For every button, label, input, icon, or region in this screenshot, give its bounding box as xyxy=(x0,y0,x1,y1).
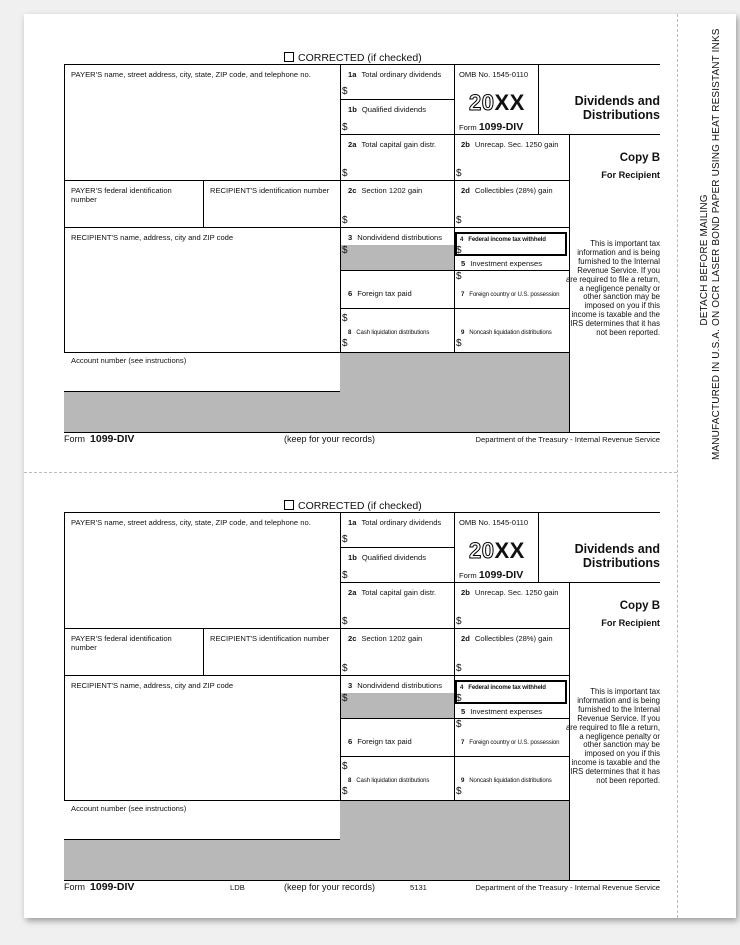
tax-year-prefix: 20 xyxy=(469,538,495,563)
dollar-sign: $ xyxy=(456,616,462,627)
box-8-number: 8 xyxy=(348,329,352,336)
dollar-sign: $ xyxy=(342,313,348,324)
keep-for-records: (keep for your records) xyxy=(284,434,376,444)
box-2d-number: 2d xyxy=(461,186,470,195)
box-1b-number: 1b xyxy=(348,105,357,114)
box-4-label: Federal income tax withheld xyxy=(468,236,546,243)
form-title: Dividends and Distributions xyxy=(574,542,660,570)
payer-name-label: PAYER'S name, street address, city, state, ZIP code, and telephone no. xyxy=(71,518,311,527)
payer-name-label: PAYER'S name, street address, city, state, ZIP code, and telephone no. xyxy=(71,70,311,79)
corrected-checkbox-row[interactable] xyxy=(284,52,422,64)
department-label: Department of the Treasury - Internal Revenue Service xyxy=(475,883,660,892)
box-3-label: Nondividend distributions xyxy=(357,233,443,242)
box-2a-number: 2a xyxy=(348,588,357,597)
dollar-sign: $ xyxy=(456,245,462,256)
dollar-sign: $ xyxy=(342,616,348,627)
dollar-sign: $ xyxy=(342,86,348,97)
box-2b-number: 2b xyxy=(461,140,470,149)
form-word: Form xyxy=(459,123,477,132)
dollar-sign: $ xyxy=(456,786,462,797)
box-7-label: Foreign country or U.S. possession xyxy=(469,291,560,298)
form-word: Form xyxy=(459,571,477,580)
dollar-sign: $ xyxy=(342,338,348,349)
dollar-sign: $ xyxy=(342,663,348,674)
box-2c-label: Section 1202 gain xyxy=(361,186,423,195)
corrected-checkbox[interactable] xyxy=(284,500,294,510)
box-8-label: Cash liquidation distributions xyxy=(356,777,430,784)
box-1a-number: 1a xyxy=(348,518,357,527)
box-3-number: 3 xyxy=(348,233,353,242)
form-number: 1099-DIV xyxy=(478,121,524,133)
payer-tin-label: PAYER'S federal identification number xyxy=(71,634,172,652)
box-4-number: 4 xyxy=(460,236,464,243)
box-1a-number: 1a xyxy=(348,70,357,79)
box-4-number: 4 xyxy=(460,684,464,691)
corrected-checkbox-row[interactable] xyxy=(284,500,422,512)
copy-b-label: Copy B xyxy=(619,152,660,164)
tax-year xyxy=(469,91,525,115)
corrected-label: CORRECTED (if checked) xyxy=(298,52,422,64)
box-2d-number: 2d xyxy=(461,634,470,643)
for-recipient-label: For Recipient xyxy=(601,170,660,180)
box-2c-label: Section 1202 gain xyxy=(361,634,423,643)
box-3-label: Nondividend distributions xyxy=(357,681,443,690)
dollar-sign: $ xyxy=(456,215,462,226)
tax-year xyxy=(469,539,525,563)
box-8-number: 8 xyxy=(348,777,352,784)
form-number: 1099-DIV xyxy=(478,569,524,581)
manufactured-text: MANUFACTURED IN U.S.A. ON OCR LASER BOND PAPER USING HEAT RESISTANT INKS xyxy=(711,28,722,460)
box-2b-number: 2b xyxy=(461,588,470,597)
vertical-perforation xyxy=(677,14,678,918)
dollar-sign: $ xyxy=(342,693,348,704)
box-6-label: Foreign tax paid xyxy=(357,737,412,746)
irs-notice: This is important tax information and is being furnished to the Internal Revenue Service. If you are required to file a return, a negligence penalty or other sanction may be imposed on you if this income is taxable and the IRS determines that it has not been reported. xyxy=(565,687,660,786)
form-1099-div-bottom xyxy=(64,500,660,902)
box-1b-number: 1b xyxy=(348,553,357,562)
box-1a-label: Total ordinary dividends xyxy=(361,70,442,79)
department-label: Department of the Treasury - Internal Revenue Service xyxy=(475,435,660,444)
box-6-number: 6 xyxy=(348,289,353,298)
box-4-label: Federal income tax withheld xyxy=(468,684,546,691)
dollar-sign: $ xyxy=(342,761,348,772)
account-number-label: Account number (see instructions) xyxy=(71,804,187,813)
box-9-number: 9 xyxy=(461,329,465,336)
box-1b-label: Qualified dividends xyxy=(361,553,427,562)
dollar-sign: $ xyxy=(342,215,348,226)
omb-number: OMB No. 1545-0110 xyxy=(459,518,529,527)
recipient-name-label: RECIPIENT'S name, address, city and ZIP code xyxy=(71,233,234,242)
tax-year-prefix: 20 xyxy=(469,90,495,115)
dollar-sign: $ xyxy=(456,271,462,282)
box-2c-number: 2c xyxy=(348,634,357,643)
box-3-number: 3 xyxy=(348,681,353,690)
tax-year-suffix: XX xyxy=(494,90,525,115)
recipient-name-label: RECIPIENT'S name, address, city and ZIP code xyxy=(71,681,234,690)
dollar-sign: $ xyxy=(342,786,348,797)
detach-text: DETACH BEFORE MAILING xyxy=(699,194,710,326)
form-sheet xyxy=(24,14,736,918)
box-2a-number: 2a xyxy=(348,140,357,149)
recipient-tin-label: RECIPIENT'S identification number xyxy=(210,186,330,195)
for-recipient-label: For Recipient xyxy=(601,618,660,628)
footer-form-word: Form xyxy=(64,434,85,444)
horizontal-perforation xyxy=(24,472,677,473)
box-7-number: 7 xyxy=(461,291,465,298)
box-5-label: Investment expenses xyxy=(470,707,542,716)
box-1b-label: Qualified dividends xyxy=(361,105,427,114)
footer-form-word: Form xyxy=(64,882,85,892)
dollar-sign: $ xyxy=(342,168,348,179)
recipient-tin-label: RECIPIENT'S identification number xyxy=(210,634,330,643)
form-code-left: LDB xyxy=(230,883,245,892)
omb-number: OMB No. 1545-0110 xyxy=(459,70,529,79)
tax-year-suffix: XX xyxy=(494,538,525,563)
form-1099-div-top xyxy=(64,52,660,454)
account-number-label: Account number (see instructions) xyxy=(71,356,187,365)
box-5-number: 5 xyxy=(461,707,466,716)
box-9-label: Noncash liquidation distributions xyxy=(469,329,552,336)
corrected-label: CORRECTED (if checked) xyxy=(298,500,422,512)
dollar-sign: $ xyxy=(342,570,348,581)
box-1a-label: Total ordinary dividends xyxy=(361,518,442,527)
box-6-label: Foreign tax paid xyxy=(357,289,412,298)
footer-form-number: 1099-DIV xyxy=(90,433,135,445)
dollar-sign: $ xyxy=(456,168,462,179)
box-5-label: Investment expenses xyxy=(470,259,542,268)
box-2d-label: Collectibles (28%) gain xyxy=(474,634,553,643)
copy-b-label: Copy B xyxy=(619,600,660,612)
dollar-sign: $ xyxy=(342,245,348,256)
dollar-sign: $ xyxy=(456,693,462,704)
box-5-number: 5 xyxy=(461,259,466,268)
dollar-sign: $ xyxy=(456,663,462,674)
box-2b-label: Unrecap. Sec. 1250 gain xyxy=(474,140,559,149)
irs-notice: This is important tax information and is being furnished to the Internal Revenue Service. If you are required to file a return, a negligence penalty or other sanction may be imposed on you if this income is taxable and the IRS determines that it has not been reported. xyxy=(565,239,660,338)
form-code-right: 5131 xyxy=(410,883,427,892)
box-2c-number: 2c xyxy=(348,186,357,195)
box-6-number: 6 xyxy=(348,737,353,746)
dollar-sign: $ xyxy=(342,534,348,545)
box-2a-label: Total capital gain distr. xyxy=(361,140,437,149)
box-9-number: 9 xyxy=(461,777,465,784)
box-2d-label: Collectibles (28%) gain xyxy=(474,186,553,195)
box-2b-label: Unrecap. Sec. 1250 gain xyxy=(474,588,559,597)
corrected-checkbox[interactable] xyxy=(284,52,294,62)
form-title: Dividends and Distributions xyxy=(574,94,660,122)
dollar-sign: $ xyxy=(456,338,462,349)
box-7-number: 7 xyxy=(461,739,465,746)
box-2a-label: Total capital gain distr. xyxy=(361,588,437,597)
payer-tin-label: PAYER'S federal identification number xyxy=(71,186,172,204)
keep-for-records: (keep for your records) xyxy=(284,882,376,892)
side-print-text xyxy=(699,28,729,460)
dollar-sign: $ xyxy=(342,122,348,133)
box-9-label: Noncash liquidation distributions xyxy=(469,777,552,784)
footer-form-number: 1099-DIV xyxy=(90,881,135,893)
dollar-sign: $ xyxy=(456,719,462,730)
box-7-label: Foreign country or U.S. possession xyxy=(469,739,560,746)
box-8-label: Cash liquidation distributions xyxy=(356,329,430,336)
